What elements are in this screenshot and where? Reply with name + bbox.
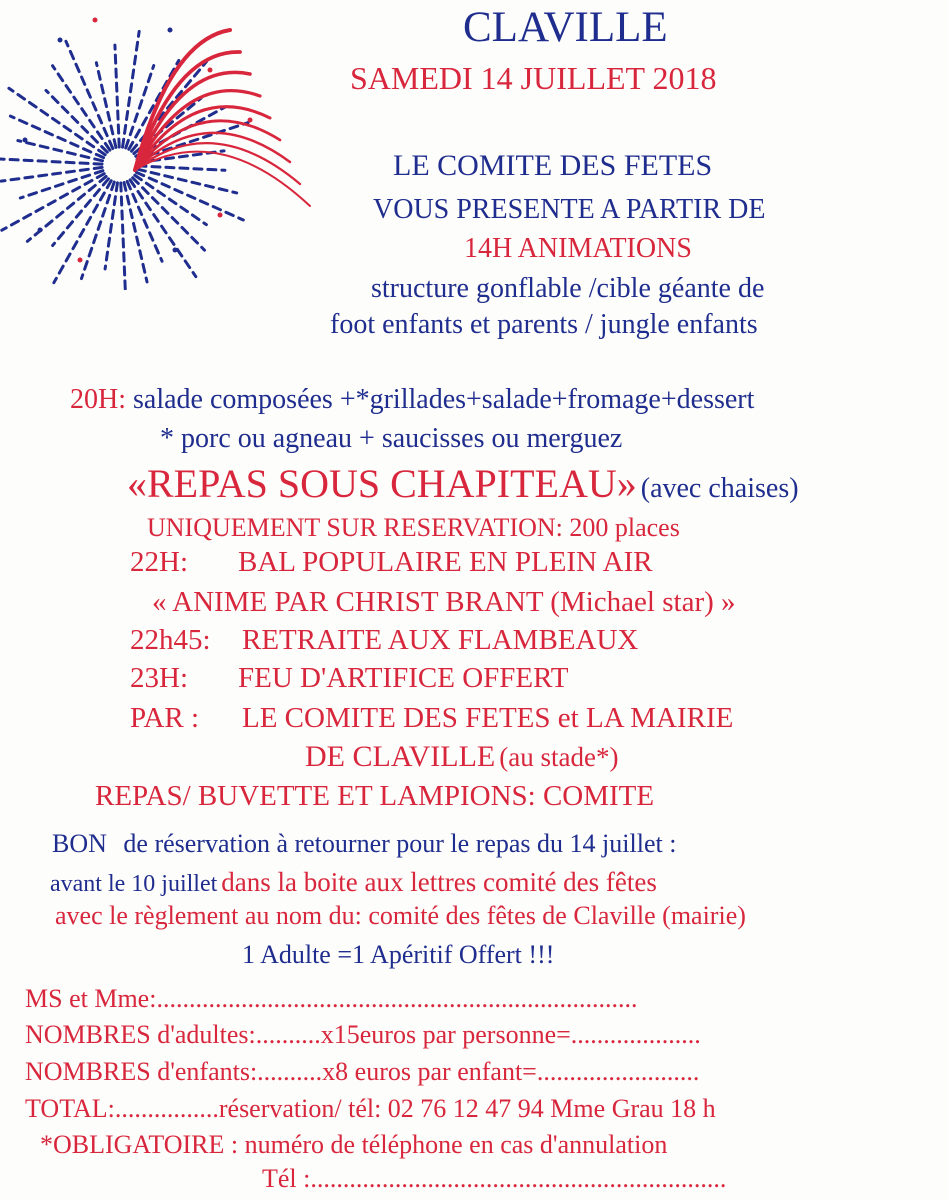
form-total-line: TOTAL:................réservation/ tél: 02 76 12 47 94 Mme Grau 18 h <box>25 1094 716 1123</box>
intro-line-3: 14H ANIMATIONS <box>464 233 692 264</box>
feu-label: FEU D'ARTIFICE OFFERT <box>238 662 569 694</box>
booking-line-4: 1 Adulte =1 Apéritif Offert !!! <box>242 940 555 969</box>
feu-time: 23H: <box>130 662 188 694</box>
repas-note: (avec chaises) <box>640 473 799 504</box>
buvette-line: REPAS/ BUVETTE ET LAMPIONS: COMITE <box>95 780 655 812</box>
fireworks-icon <box>0 0 330 290</box>
booking-line-1-rest: de réservation à retourner pour le repas du 14 juillet : <box>123 829 677 858</box>
retraite-time: 22h45: <box>130 624 211 656</box>
reservation-only: UNIQUEMENT SUR RESERVATION: 200 places <box>147 513 680 542</box>
par-label: PAR : <box>130 702 200 734</box>
animator: « ANIME PAR CHRIST BRANT (Michael star) » <box>152 586 736 618</box>
intro-line-1: LE COMITE DES FETES <box>393 149 713 182</box>
au-stade: (au stade*) <box>499 742 619 772</box>
form-adults-line: NOMBRES d'adultes:..........x15euros par personne=.................... <box>25 1020 701 1049</box>
booking-line-3: avec le règlement au nom du: comité des fêtes de Claville (mairie) <box>55 901 746 930</box>
dinner-note: * porc ou agneau + saucisses ou merguez <box>160 423 623 454</box>
dinner-menu: salade composées +*grillades+salade+fromage+dessert <box>133 384 755 415</box>
repas-title: «REPAS SOUS CHAPITEAU» <box>127 461 637 506</box>
par-text: LE COMITE DES FETES et LA MAIRIE <box>242 702 734 734</box>
dinner-line <box>70 386 754 414</box>
booking-line-1 <box>52 831 676 857</box>
bal-time: 22H: <box>130 546 188 578</box>
dinner-time: 20H: <box>70 384 126 415</box>
booking-line-2 <box>50 869 657 896</box>
de-claville-line <box>305 742 618 772</box>
booking-deadline: avant le 10 juillet <box>50 871 218 897</box>
retraite-label: RETRAITE AUX FLAMBEAUX <box>242 624 639 656</box>
intro-line-2: VOUS PRESENTE A PARTIR DE <box>373 194 766 225</box>
intro-line-5: foot enfants et parents / jungle enfants <box>330 309 758 340</box>
event-date: SAMEDI 14 JUILLET 2018 <box>350 60 717 96</box>
form-mandatory-line: *OBLIGATOIRE : numéro de téléphone en cas d'annulation <box>40 1130 668 1159</box>
form-name-line: MS et Mme:.......................................................................... <box>25 984 638 1013</box>
town-title: CLAVILLE <box>463 4 668 51</box>
de-claville: DE CLAVILLE <box>305 740 496 773</box>
repas-line <box>127 461 799 506</box>
form-tel-line: Tél :................................................................ <box>262 1164 727 1193</box>
booking-mailbox: dans la boite aux lettres comité des fêtes <box>221 867 657 897</box>
bon-label: BON <box>52 829 107 858</box>
intro-line-4: structure gonflable /cible géante de <box>371 273 765 304</box>
bal-label: BAL POPULAIRE EN PLEIN AIR <box>238 546 653 578</box>
form-children-line: NOMBRES d'enfants:..........x8 euros par enfant=......................... <box>25 1057 700 1086</box>
